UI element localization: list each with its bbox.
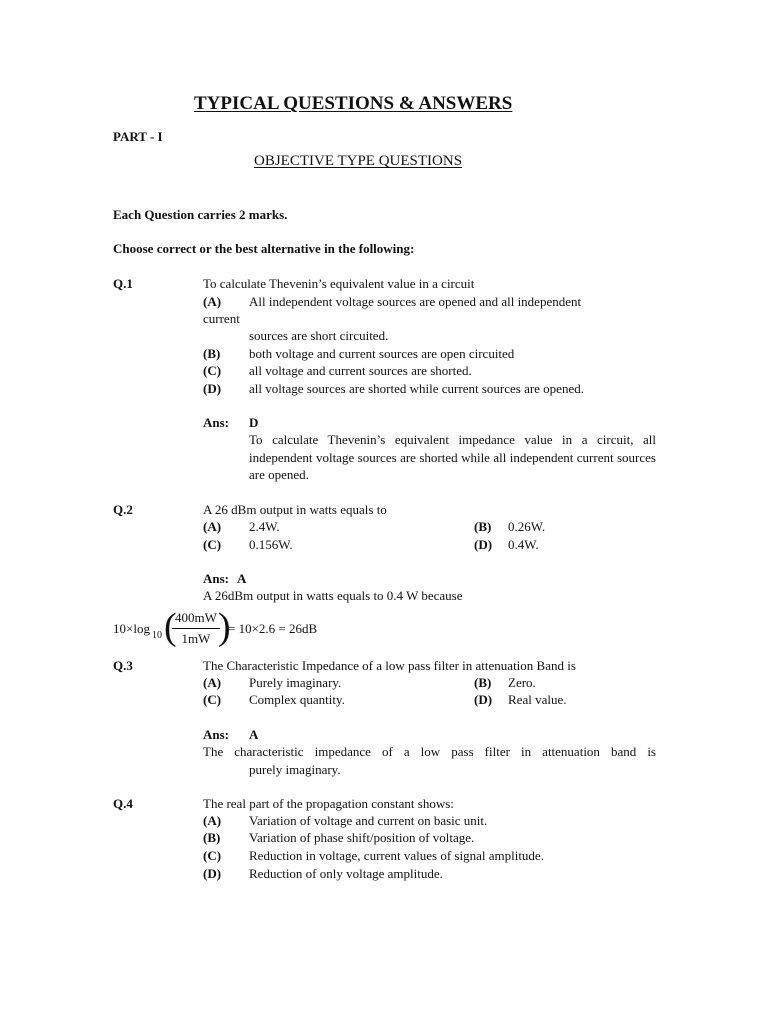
option-text: 0.4W. [508,537,539,552]
option-label: (A) [203,294,222,309]
option-label: (D) [203,381,222,396]
option-text: Variation of phase shift/position of voltage. [249,830,475,845]
option-label: (A) [203,675,222,690]
option-text-wrap: current [203,311,240,326]
answer-label: Ans: [203,727,230,742]
option-text: Variation of voltage and current on basic unit. [249,813,488,828]
option-label: (A) [203,519,222,534]
option-label: (A) [203,813,222,828]
option-text: Zero. [508,675,536,690]
option-text: 2.4W. [249,519,280,534]
option-text: both voltage and current sources are open circuited [249,346,515,361]
formula-fraction-bar [172,628,220,629]
answer-explanation: A 26dBm output in watts equals to 0.4 W because [203,588,463,603]
question-number: Q.4 [113,796,133,811]
option-text: Complex quantity. [249,692,345,707]
formula-numerator: 400mW [175,610,217,625]
option-label: (C) [203,848,222,863]
answer-explanation-wrap: purely imaginary. [249,762,341,777]
option-text: Reduction in voltage, current values of signal amplitude. [249,848,544,863]
option-label: (C) [203,692,222,707]
answer-value: A [237,571,247,586]
question-number: Q.1 [113,276,133,291]
option-label: (D) [203,866,222,881]
option-label: (B) [474,675,492,690]
option-text: all voltage and current sources are shorted. [249,363,472,378]
option-label: (C) [203,537,222,552]
option-text: Purely imaginary. [249,675,342,690]
question-text: The Characteristic Impedance of a low pass filter in attenuation Band is [203,658,576,673]
option-label: (D) [474,537,493,552]
question-number: Q.3 [113,658,133,673]
page-title: TYPICAL QUESTIONS & ANSWERS [194,93,513,114]
option-text: 0.156W. [249,537,293,552]
option-text: all voltage sources are shorted while current sources are opened. [249,381,584,396]
option-label: (B) [203,830,221,845]
option-label: (B) [203,346,221,361]
part-label: PART - I [113,129,163,144]
formula-subscript: 10 [152,630,162,641]
option-label: (C) [203,363,222,378]
option-label: (D) [474,692,493,707]
question-text: The real part of the propagation constant shows: [203,796,454,811]
answer-label: Ans: [203,571,230,586]
answer-value: A [249,727,259,742]
answer-value: D [249,415,259,430]
answer-explanation: The characteristic impedance of a low pass filter in attenuation band is [203,744,656,759]
option-text: Reduction of only voltage amplitude. [249,866,443,881]
answer-label: Ans: [203,415,230,430]
option-text-wrap: sources are short circuited. [249,328,389,343]
option-text: All independent voltage sources are opened and all independent [249,294,582,309]
question-number: Q.2 [113,502,133,517]
formula-denominator: 1mW [181,631,211,646]
option-text: 0.26W. [508,519,546,534]
choose-instruction: Choose correct or the best alternative in the following: [113,241,415,256]
answer-explanation: To calculate Thevenin’s equivalent impedance value in a circuit, all independent voltage sources are shorted while all independent current sources are opened. [249,432,656,482]
formula-suffix: = 10×2.6 = 26dB [228,621,318,636]
option-label: (B) [474,519,492,534]
formula-right-paren: ) [218,606,231,648]
option-text: Real value. [508,692,567,707]
question-text: A 26 dBm output in watts equals to [203,502,387,517]
section-title: OBJECTIVE TYPE QUESTIONS [254,153,463,169]
formula-left-paren: ( [164,606,177,648]
question-text: To calculate Thevenin’s equivalent value in a circuit [203,276,475,291]
marks-instruction: Each Question carries 2 marks. [113,207,288,222]
formula-prefix: 10×log [113,621,150,636]
